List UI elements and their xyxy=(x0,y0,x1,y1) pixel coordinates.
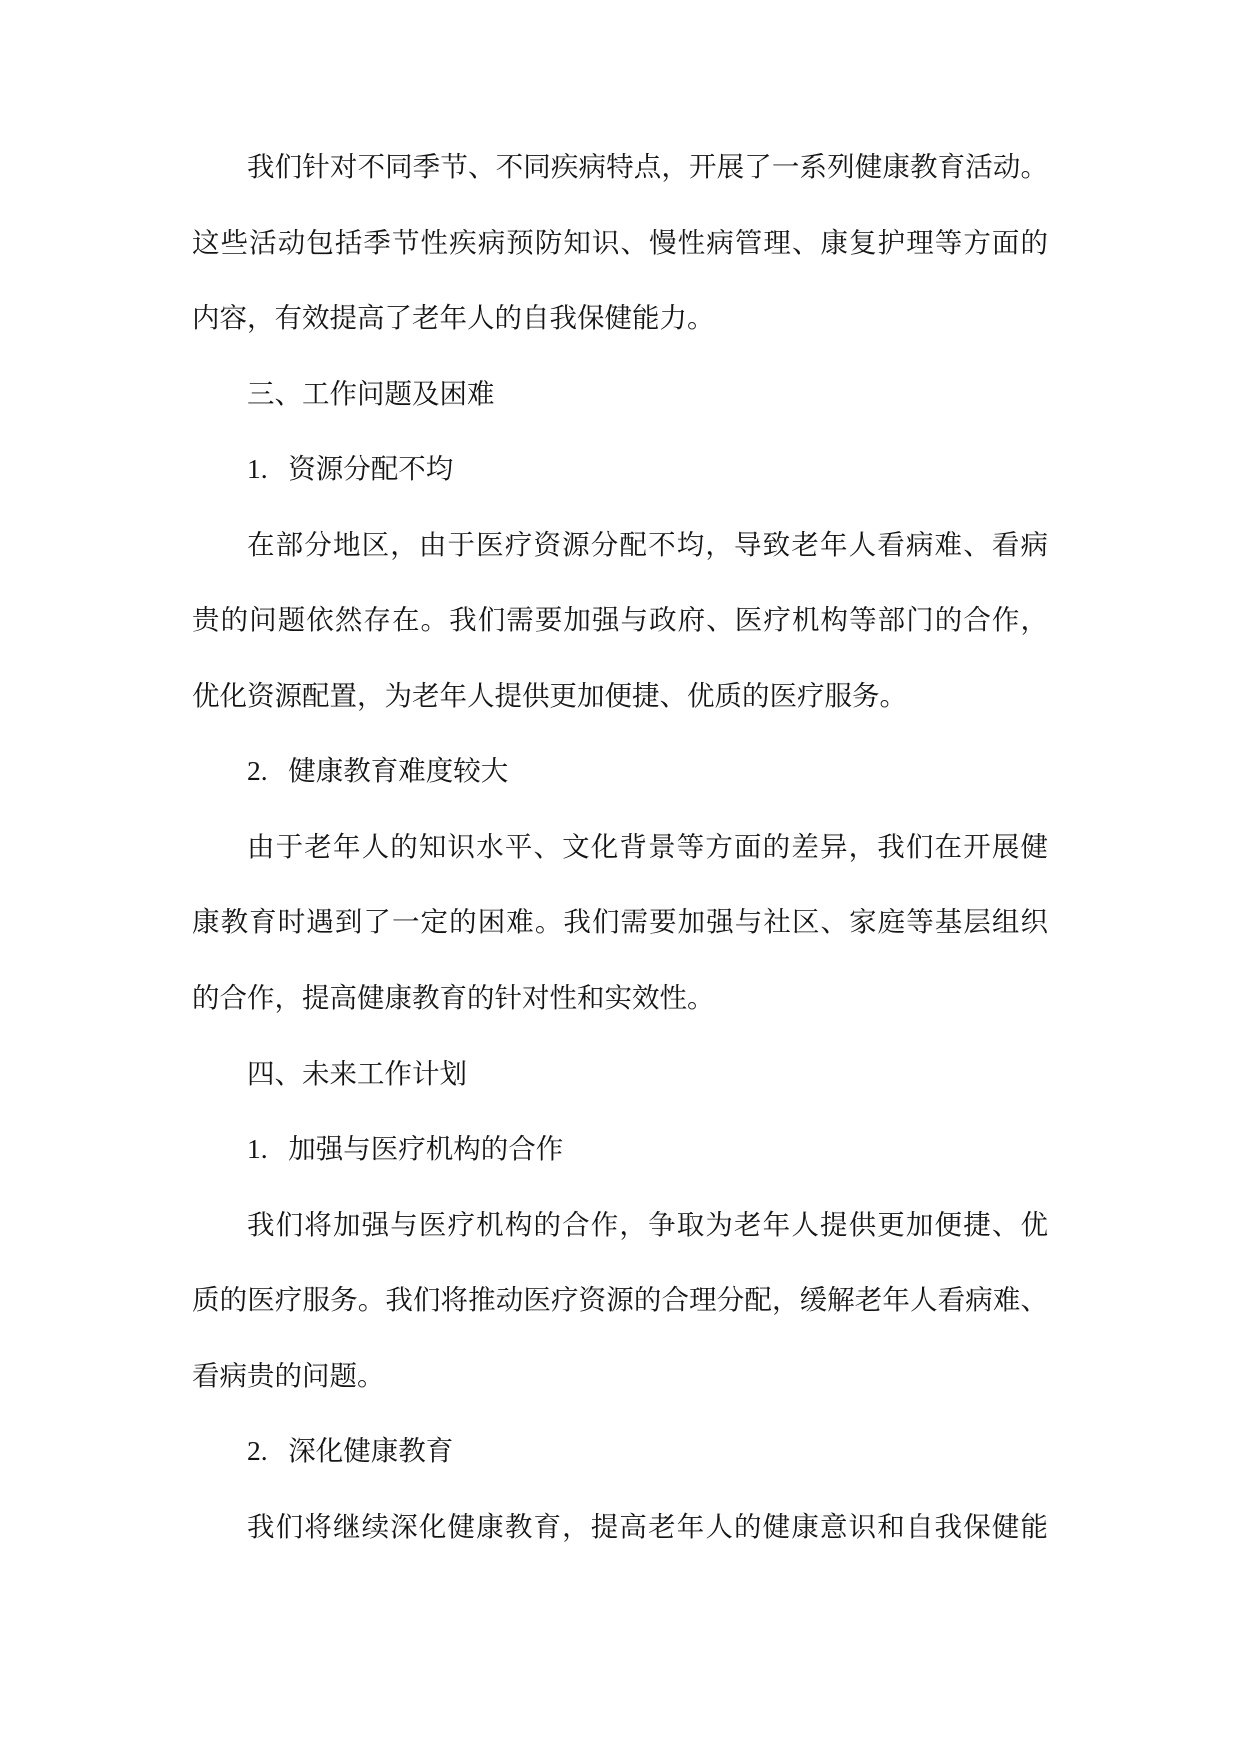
text-line: 三、工作问题及困难 xyxy=(247,377,495,409)
text-line: 1. 加强与医疗机构的合作 xyxy=(247,1133,564,1165)
paragraph-education-difficulty xyxy=(192,809,1048,1036)
numbered-item-4-2 xyxy=(192,1413,1048,1489)
text-line: 四、未来工作计划 xyxy=(247,1057,467,1089)
text-line: 由于老年人的知识水平、文化背景等方面的差异，我们在开展健 xyxy=(247,830,1048,862)
text-line: 这些活动包括季节性疾病预防知识、慢性病管理、康复护理等方面的 xyxy=(192,226,1048,258)
paragraph-deepen-health-education xyxy=(192,1489,1048,1565)
text-line: 康教育时遇到了一定的困难。我们需要加强与社区、家庭等基层组织 xyxy=(192,906,1048,938)
text-line: 看病贵的问题。 xyxy=(192,1359,385,1391)
text-line: 的合作，提高健康教育的针对性和实效性。 xyxy=(192,982,715,1014)
text-line: 贵的问题依然存在。我们需要加强与政府、医疗机构等部门的合作， xyxy=(192,604,1048,636)
text-line: 我们将加强与医疗机构的合作，争取为老年人提供更加便捷、优 xyxy=(247,1208,1048,1240)
text-line: 1. 资源分配不均 xyxy=(247,453,454,485)
numbered-item-3-1 xyxy=(192,431,1048,507)
paragraph-medical-cooperation xyxy=(192,1187,1048,1414)
text-line: 我们针对不同季节、不同疾病特点，开展了一系列健康教育活动。 xyxy=(247,151,1048,182)
text-line: 内容，有效提高了老年人的自我保健能力。 xyxy=(192,302,715,334)
paragraph-health-activities xyxy=(192,129,1048,356)
text-line: 在部分地区，由于医疗资源分配不均，导致老年人看病难、看病 xyxy=(247,528,1048,560)
numbered-item-4-1 xyxy=(192,1111,1048,1187)
text-line: 我们将继续深化健康教育，提高老年人的健康意识和自我保健能 xyxy=(247,1510,1048,1542)
numbered-item-3-2 xyxy=(192,733,1048,809)
text-line: 2. 深化健康教育 xyxy=(247,1435,454,1467)
text-line: 优化资源配置，为老年人提供更加便捷、优质的医疗服务。 xyxy=(192,679,907,711)
text-line: 2. 健康教育难度较大 xyxy=(247,755,509,787)
text-line: 质的医疗服务。我们将推动医疗资源的合理分配，缓解老年人看病难、 xyxy=(192,1284,1048,1316)
document-body xyxy=(192,129,1048,1564)
paragraph-resource-allocation xyxy=(192,507,1048,734)
heading-section-3 xyxy=(192,356,1048,432)
heading-section-4 xyxy=(192,1036,1048,1112)
